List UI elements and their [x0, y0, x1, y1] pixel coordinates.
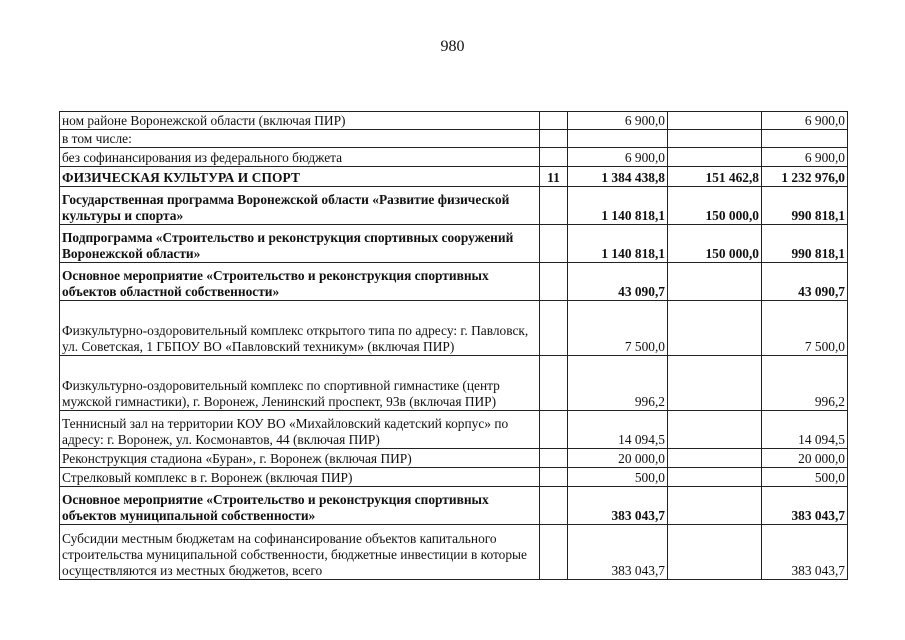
budget-table-body	[60, 112, 848, 580]
row-code-cell	[540, 449, 568, 468]
row-name-cell: без софинансирования из федерального бюджета	[60, 148, 540, 167]
row-name-cell: в том числе:	[60, 130, 540, 148]
row-regional-cell: 990 818,1	[762, 187, 848, 225]
row-name-cell: Основное мероприятие «Строительство и реконструкция спортивных объектов муниципальной собственности»	[60, 487, 540, 525]
row-total-cell: 6 900,0	[568, 148, 668, 167]
row-code-cell	[540, 225, 568, 263]
row-federal-cell	[668, 356, 762, 411]
row-name-cell: Физкультурно-оздоровительный комплекс по спортивной гимнастике (центр мужской гимнастики), г. Воронеж, Ленинский проспект, 93в (включая ПИР)	[60, 356, 540, 411]
row-name-cell: Субсидии местным бюджетам на софинансирование объектов капитального строительства муниципальной собственности, бюджетные инвестиции в которые осуществляются из местных бюджетов, всего	[60, 525, 540, 580]
row-federal-cell	[668, 130, 762, 148]
row-regional-cell: 14 094,5	[762, 411, 848, 449]
row-name-cell: Стрелковый комплекс в г. Воронеж (включая ПИР)	[60, 468, 540, 487]
row-regional-cell: 43 090,7	[762, 263, 848, 301]
row-federal-cell	[668, 112, 762, 130]
row-federal-cell	[668, 487, 762, 525]
row-code-cell	[540, 112, 568, 130]
row-regional-cell: 500,0	[762, 468, 848, 487]
table-row	[60, 449, 848, 468]
row-code-cell	[540, 130, 568, 148]
row-federal-cell	[668, 301, 762, 356]
table-row	[60, 411, 848, 449]
table-row	[60, 225, 848, 263]
row-total-cell: 1 140 818,1	[568, 225, 668, 263]
row-code-cell	[540, 148, 568, 167]
row-total-cell: 20 000,0	[568, 449, 668, 468]
row-total-cell: 383 043,7	[568, 525, 668, 580]
row-total-cell: 500,0	[568, 468, 668, 487]
table-row	[60, 468, 848, 487]
row-code-cell	[540, 487, 568, 525]
row-federal-cell	[668, 148, 762, 167]
row-federal-cell: 150 000,0	[668, 187, 762, 225]
row-federal-cell: 151 462,8	[668, 167, 762, 187]
table-row	[60, 356, 848, 411]
row-federal-cell	[668, 411, 762, 449]
row-total-cell: 7 500,0	[568, 301, 668, 356]
row-name-cell: Реконструкция стадиона «Буран», г. Воронеж (включая ПИР)	[60, 449, 540, 468]
budget-table	[59, 111, 848, 580]
table-row	[60, 263, 848, 301]
table-row	[60, 187, 848, 225]
row-name-cell: Основное мероприятие «Строительство и реконструкция спортивных объектов областной собственности»	[60, 263, 540, 301]
row-total-cell: 43 090,7	[568, 263, 668, 301]
page-number: 980	[440, 38, 465, 55]
row-name-cell: Государственная программа Воронежской области «Развитие физической культуры и спорта»	[60, 187, 540, 225]
row-name-cell: ном районе Воронежской области (включая ПИР)	[60, 112, 540, 130]
row-name-cell: Подпрограмма «Строительство и реконструкция спортивных сооружений Воронежской области»	[60, 225, 540, 263]
row-code-cell: 11	[540, 167, 568, 187]
row-regional-cell: 1 232 976,0	[762, 167, 848, 187]
row-code-cell	[540, 187, 568, 225]
row-code-cell	[540, 301, 568, 356]
row-name-cell: Теннисный зал на территории КОУ ВО «Михайловский кадетский корпус» по адресу: г. Воронеж, ул. Космонавтов, 44 (включая ПИР)	[60, 411, 540, 449]
row-name-cell: ФИЗИЧЕСКАЯ КУЛЬТУРА И СПОРТ	[60, 167, 540, 187]
row-code-cell	[540, 411, 568, 449]
row-code-cell	[540, 468, 568, 487]
row-regional-cell: 6 900,0	[762, 112, 848, 130]
table-row	[60, 301, 848, 356]
row-regional-cell	[762, 130, 848, 148]
row-total-cell: 14 094,5	[568, 411, 668, 449]
row-federal-cell	[668, 449, 762, 468]
row-total-cell: 1 140 818,1	[568, 187, 668, 225]
row-total-cell: 996,2	[568, 356, 668, 411]
row-federal-cell: 150 000,0	[668, 225, 762, 263]
row-federal-cell	[668, 263, 762, 301]
table-row	[60, 112, 848, 130]
row-name-cell: Физкультурно-оздоровительный комплекс открытого типа по адресу: г. Павловск, ул. Советская, 1 ГБПОУ ВО «Павловский техникум» (включая ПИР)	[60, 301, 540, 356]
row-regional-cell: 20 000,0	[762, 449, 848, 468]
row-total-cell: 6 900,0	[568, 112, 668, 130]
row-total-cell: 1 384 438,8	[568, 167, 668, 187]
row-code-cell	[540, 356, 568, 411]
table-row	[60, 487, 848, 525]
row-code-cell	[540, 525, 568, 580]
row-code-cell	[540, 263, 568, 301]
table-row	[60, 167, 848, 187]
row-regional-cell: 6 900,0	[762, 148, 848, 167]
table-row	[60, 130, 848, 148]
row-regional-cell: 383 043,7	[762, 487, 848, 525]
row-total-cell: 383 043,7	[568, 487, 668, 525]
row-regional-cell: 990 818,1	[762, 225, 848, 263]
row-regional-cell: 7 500,0	[762, 301, 848, 356]
row-federal-cell	[668, 525, 762, 580]
row-regional-cell: 383 043,7	[762, 525, 848, 580]
row-federal-cell	[668, 468, 762, 487]
table-row	[60, 148, 848, 167]
row-total-cell	[568, 130, 668, 148]
row-regional-cell: 996,2	[762, 356, 848, 411]
table-row	[60, 525, 848, 580]
